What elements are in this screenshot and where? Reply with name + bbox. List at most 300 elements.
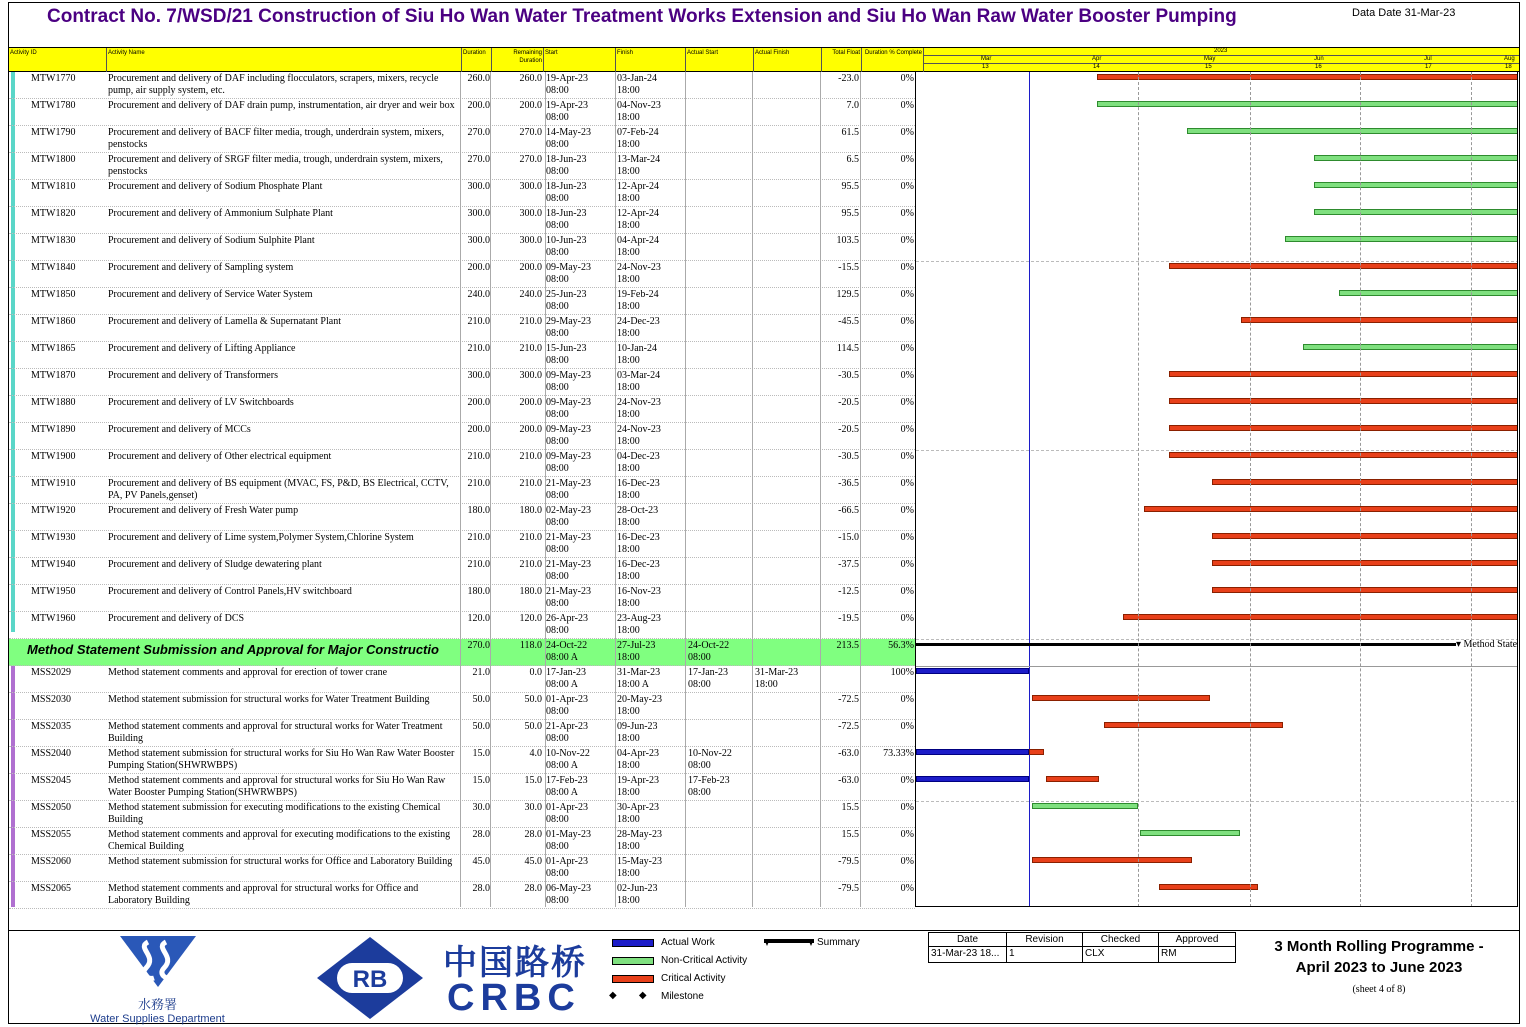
remaining-duration: 210.0 [519, 559, 542, 570]
pct-complete: 0% [900, 397, 914, 408]
finish-date: 16-Dec-23 18:00 [617, 478, 660, 501]
start-date: 10-Jun-23 08:00 [546, 235, 587, 258]
remaining-duration: 45.0 [524, 856, 542, 867]
gantt-bar-mss2029[interactable] [916, 668, 1029, 674]
summary-finish: 27-Jul-23 18:00 [617, 640, 656, 663]
duration: 300.0 [467, 208, 490, 219]
remaining-duration: 200.0 [519, 397, 542, 408]
duration: 210.0 [467, 559, 490, 570]
approval-revision-value: 1 [1009, 948, 1015, 959]
remaining-duration: 210.0 [519, 532, 542, 543]
table-row[interactable] [9, 531, 915, 558]
approval-revision-header: Revision [1007, 933, 1082, 947]
table-row[interactable] [9, 342, 915, 369]
start-date: 21-May-23 08:00 [546, 478, 591, 501]
data-date: Data Date 31-Mar-23 [1352, 7, 1456, 19]
finish-date: 03-Mar-24 18:00 [617, 370, 661, 393]
start-date: 14-May-23 08:00 [546, 127, 591, 150]
grid-row-separator [916, 639, 1518, 640]
actual-start: 10-Nov-22 08:00 [688, 748, 732, 771]
table-row[interactable] [9, 396, 915, 423]
col-actual-start[interactable]: Actual Start [686, 48, 754, 72]
table-row[interactable] [9, 72, 915, 99]
total-float: -72.5 [838, 721, 859, 732]
finish-date: 10-Jan-24 18:00 [617, 343, 657, 366]
remaining-duration: 210.0 [519, 451, 542, 462]
legend-milestone-icon: ◆ ◆ [609, 990, 647, 1001]
duration: 260.0 [467, 73, 490, 84]
remaining-duration: 300.0 [519, 181, 542, 192]
gantt-bar-mss2055[interactable] [1140, 830, 1240, 836]
total-float: -30.5 [838, 451, 859, 462]
pct-complete: 0% [900, 100, 914, 111]
finish-date: 16-Dec-23 18:00 [617, 559, 660, 582]
start-date: 21-May-23 08:00 [546, 586, 591, 609]
crbc-logo [315, 935, 595, 1023]
activity-name: Procurement and delivery of DCS [108, 613, 245, 624]
col-actual-finish[interactable]: Actual Finish [754, 48, 822, 72]
activity-id: MSS2040 [31, 748, 72, 759]
remaining-duration: 180.0 [519, 505, 542, 516]
table-row[interactable] [9, 666, 915, 693]
approval-checked-value: CLX [1085, 948, 1105, 959]
pct-complete: 0% [900, 532, 914, 543]
table-row[interactable] [9, 612, 915, 639]
total-float: -36.5 [838, 478, 859, 489]
table-row[interactable] [9, 504, 915, 531]
duration: 15.0 [472, 748, 490, 759]
timeline-month-mar: Mar [981, 56, 992, 62]
activity-name: Method statement submission for executing modifications to the existing Chemical Building [108, 802, 441, 825]
activity-name: Method statement comments and approval for executing modifications to the existing Chemical Building [108, 829, 451, 852]
gantt-bar-mtw1930[interactable] [1212, 533, 1518, 539]
gantt-bar-mss2040-1[interactable] [1029, 749, 1044, 755]
activity-id: MTW1790 [31, 127, 76, 138]
column-separator [615, 72, 616, 907]
start-date: 21-May-23 08:00 [546, 559, 591, 582]
pct-complete: 100% [890, 667, 914, 678]
duration: 45.0 [472, 856, 490, 867]
table-row[interactable] [9, 693, 915, 720]
activity-id: MTW1920 [31, 505, 76, 516]
duration: 200.0 [467, 262, 490, 273]
activity-id: MTW1940 [31, 559, 76, 570]
summary-duration: 270.0 [467, 640, 490, 651]
duration: 300.0 [467, 181, 490, 192]
remaining-duration: 300.0 [519, 370, 542, 381]
activity-id: MTW1880 [31, 397, 76, 408]
timeline-period-14: 14 [1093, 64, 1100, 70]
activity-name: Procurement and delivery of Sampling system [108, 262, 294, 273]
duration: 300.0 [467, 370, 490, 381]
finish-date: 03-Jan-24 18:00 [617, 73, 657, 96]
table-row[interactable] [9, 855, 915, 882]
gantt-bar-mss2040[interactable] [916, 749, 1029, 755]
remaining-duration: 28.0 [524, 883, 542, 894]
grid-row-separator [916, 801, 1518, 802]
remaining-duration: 270.0 [519, 154, 542, 165]
actual-start: 17-Jan-23 08:00 [688, 667, 728, 690]
remaining-duration: 200.0 [519, 424, 542, 435]
remaining-duration: 270.0 [519, 127, 542, 138]
total-float: 95.5 [841, 208, 859, 219]
gantt-summary-label: ▾ Method State [1456, 639, 1518, 650]
activity-id: MTW1770 [31, 73, 76, 84]
grid-month-line [1250, 72, 1251, 907]
pct-complete: 0% [900, 505, 914, 516]
finish-date: 04-Nov-23 18:00 [617, 100, 661, 123]
finish-date: 30-Apr-23 18:00 [617, 802, 660, 825]
activity-id: MTW1840 [31, 262, 76, 273]
activity-name: Procurement and delivery of Sodium Sulphite Plant [108, 235, 315, 246]
total-float: -63.0 [838, 775, 859, 786]
finish-date: 12-Apr-24 18:00 [617, 181, 660, 204]
activity-id: MTW1910 [31, 478, 76, 489]
gantt-bar-mss2065[interactable] [1159, 884, 1258, 890]
activity-id: MSS2045 [31, 775, 72, 786]
column-separator [545, 72, 546, 907]
col-total-float[interactable]: Total Float [822, 48, 862, 72]
gantt-bar-mss2030[interactable] [1032, 695, 1210, 701]
programme-title [1240, 936, 1518, 978]
timeline-month-jul: Jul [1424, 56, 1432, 62]
table-row[interactable] [9, 234, 915, 261]
gantt-bar-mtw1910[interactable] [1212, 479, 1518, 485]
finish-date: 28-Oct-23 18:00 [617, 505, 659, 528]
crbc-chinese-name: 中国路桥 [443, 943, 587, 983]
duration: 180.0 [467, 505, 490, 516]
table-row[interactable] [9, 261, 915, 288]
finish-date: 24-Nov-23 18:00 [617, 262, 661, 285]
wsd-logo [85, 934, 230, 1025]
gantt-bar-mtw1810[interactable] [1314, 182, 1518, 188]
total-float: -79.5 [838, 856, 859, 867]
table-row[interactable] [9, 207, 915, 234]
column-separator [685, 72, 686, 907]
activity-id: MTW1890 [31, 424, 76, 435]
col-finish[interactable]: Finish [616, 48, 686, 72]
column-separator [490, 72, 491, 907]
timeline-header [924, 48, 1519, 72]
remaining-duration: 200.0 [519, 100, 542, 111]
activity-id: MTW1930 [31, 532, 76, 543]
grid-month-line [1138, 72, 1139, 907]
table-row[interactable] [9, 747, 915, 774]
col-pct-complete[interactable]: Duration % Complete [862, 48, 924, 72]
activity-name: Procurement and delivery of LV Switchboards [108, 397, 294, 408]
timeline-period-15: 15 [1205, 64, 1212, 70]
gantt-bar-mss2060[interactable] [1032, 857, 1192, 863]
pct-complete: 0% [900, 613, 914, 624]
table-row[interactable] [9, 423, 915, 450]
pct-complete: 0% [900, 829, 914, 840]
finish-date: 24-Nov-23 18:00 [617, 424, 661, 447]
timeline-month-apr: Apr [1092, 56, 1102, 62]
activity-name: Procurement and delivery of Sodium Phosphate Plant [108, 181, 323, 192]
remaining-duration: 4.0 [529, 748, 542, 759]
remaining-duration: 30.0 [524, 802, 542, 813]
table-row[interactable] [9, 720, 915, 747]
start-date: 17-Feb-23 08:00 A [546, 775, 588, 798]
table-row[interactable] [9, 369, 915, 396]
activity-id: MSS2060 [31, 856, 72, 867]
gantt-bar-mtw1865[interactable] [1303, 344, 1518, 350]
timeline-year: 2023 [1214, 48, 1228, 54]
activity-name: Procurement and delivery of Fresh Water pump [108, 505, 299, 516]
table-row[interactable] [9, 315, 915, 342]
approval-approved-value: RM [1161, 948, 1177, 959]
total-float: -15.0 [838, 532, 859, 543]
total-float: -12.5 [838, 586, 859, 597]
legend-noncritical-swatch [612, 957, 654, 965]
gantt-bar-mtw1880[interactable] [1169, 398, 1518, 404]
activity-name: Method statement comments and approval for structural works for Siu Ho Wan Raw Water Booster Pumping Station(SHWRWBPS) [108, 775, 446, 798]
total-float: -45.5 [838, 316, 859, 327]
activity-id: MSS2055 [31, 829, 72, 840]
total-float: -19.5 [838, 613, 859, 624]
activity-id: MTW1860 [31, 316, 76, 327]
duration: 240.0 [467, 289, 490, 300]
activity-name: Procurement and delivery of Control Panels,HV switchboard [108, 586, 352, 597]
duration: 120.0 [467, 613, 490, 624]
gantt-bar-mtw1840[interactable] [1169, 263, 1518, 269]
remaining-duration: 0.0 [529, 667, 542, 678]
duration: 200.0 [467, 397, 490, 408]
table-row[interactable] [9, 126, 915, 153]
gantt-bar-mtw1940[interactable] [1212, 560, 1518, 566]
start-date: 01-May-23 08:00 [546, 829, 591, 852]
legend-actual-swatch [612, 939, 654, 947]
total-float: 15.5 [841, 829, 859, 840]
finish-date: 04-Apr-23 18:00 [617, 748, 660, 771]
summary-pct-complete: 56.3% [888, 640, 914, 651]
table-row[interactable] [9, 180, 915, 207]
activity-name: Procurement and delivery of Transformers [108, 370, 278, 381]
activity-id: MTW1960 [31, 613, 76, 624]
table-row[interactable] [9, 153, 915, 180]
start-date: 06-May-23 08:00 [546, 883, 591, 906]
timeline-period-16: 16 [1315, 64, 1322, 70]
remaining-duration: 120.0 [519, 613, 542, 624]
table-row[interactable] [9, 99, 915, 126]
table-row[interactable] [9, 288, 915, 315]
table-row[interactable] [9, 450, 915, 477]
activity-id: MSS2029 [31, 667, 72, 678]
gantt-bar-mtw1890[interactable] [1169, 425, 1518, 431]
gantt-bar-mss2045-1[interactable] [1046, 776, 1099, 782]
total-float: -79.5 [838, 883, 859, 894]
pct-complete: 0% [900, 478, 914, 489]
start-date: 09-May-23 08:00 [546, 451, 591, 474]
activity-id: MTW1950 [31, 586, 76, 597]
start-date: 18-Jun-23 08:00 [546, 208, 587, 231]
finish-date: 04-Dec-23 18:00 [617, 451, 660, 474]
gantt-bar-mtw1780[interactable] [1097, 101, 1518, 107]
finish-date: 12-Apr-24 18:00 [617, 208, 660, 231]
total-float: -66.5 [838, 505, 859, 516]
legend-critical-label: Critical Activity [661, 973, 726, 984]
col-activity-id[interactable]: Activity ID [9, 48, 107, 72]
column-separator [820, 72, 821, 907]
pct-complete: 0% [900, 586, 914, 597]
start-date: 25-Jun-23 08:00 [546, 289, 587, 312]
table-header [9, 47, 1519, 72]
finish-date: 16-Nov-23 18:00 [617, 586, 661, 609]
grid-month-line [1360, 72, 1361, 907]
duration: 50.0 [472, 721, 490, 732]
gantt-bar-mtw1960[interactable] [1123, 614, 1519, 620]
gantt-bar-mtw1830[interactable] [1285, 236, 1518, 242]
gantt-bar-mss2035[interactable] [1104, 722, 1283, 728]
gantt-bar-mtw1770[interactable] [1097, 74, 1518, 80]
activity-id: MSS2030 [31, 694, 72, 705]
start-date: 02-May-23 08:00 [546, 505, 591, 528]
finish-date: 13-Mar-24 18:00 [617, 154, 661, 177]
wsd-emblem-icon [118, 934, 198, 989]
gantt-summary-bar[interactable] [916, 643, 1456, 646]
grid-row-separator [916, 666, 1518, 667]
duration: 210.0 [467, 451, 490, 462]
remaining-duration: 50.0 [524, 694, 542, 705]
col-remaining[interactable]: Remaining Duration [492, 48, 544, 72]
gantt-bar-mss2045[interactable] [916, 776, 1029, 782]
legend-critical-swatch [612, 975, 654, 983]
total-float: -37.5 [838, 559, 859, 570]
table-row[interactable] [9, 477, 915, 504]
total-float: -20.5 [838, 397, 859, 408]
approval-box [928, 932, 1236, 963]
gantt-bar-mtw1790[interactable] [1187, 128, 1518, 134]
pct-complete: 0% [900, 208, 914, 219]
finish-date: 04-Apr-24 18:00 [617, 235, 660, 258]
col-duration[interactable]: Duration [462, 48, 492, 72]
gantt-bar-mtw1920[interactable] [1144, 506, 1518, 512]
activity-id: MTW1900 [31, 451, 76, 462]
column-separator [460, 72, 461, 907]
finish-date: 24-Nov-23 18:00 [617, 397, 661, 420]
pct-complete: 0% [900, 154, 914, 165]
duration: 15.0 [472, 775, 490, 786]
summary-actual-start: 24-Oct-22 08:00 [688, 640, 730, 663]
summary-row[interactable] [9, 639, 915, 666]
approval-date-value: 31-Mar-23 18... [931, 948, 1000, 959]
pct-complete: 0% [900, 559, 914, 570]
total-float: -63.0 [838, 748, 859, 759]
gantt-bar-mss2050[interactable] [1032, 803, 1138, 809]
activity-id: MSS2065 [31, 883, 72, 894]
gantt-chart [915, 72, 1518, 907]
gantt-bar-mtw1870[interactable] [1169, 371, 1518, 377]
duration: 30.0 [472, 802, 490, 813]
timeline-month-may: May [1204, 56, 1216, 62]
duration: 28.0 [472, 829, 490, 840]
remaining-duration: 200.0 [519, 262, 542, 273]
pct-complete: 0% [900, 289, 914, 300]
duration: 270.0 [467, 127, 490, 138]
activity-name: Procurement and delivery of Ammonium Sulphate Plant [108, 208, 333, 219]
pct-complete: 0% [900, 424, 914, 435]
finish-date: 19-Apr-23 18:00 [617, 775, 660, 798]
table-row[interactable] [9, 585, 915, 612]
activity-id: MTW1820 [31, 208, 76, 219]
start-date: 19-Apr-23 08:00 [546, 100, 589, 123]
finish-date: 23-Aug-23 18:00 [617, 613, 661, 636]
grid-month-line [1471, 72, 1472, 907]
table-row[interactable] [9, 828, 915, 855]
pct-complete: 0% [900, 370, 914, 381]
rb-text: RB [352, 966, 388, 993]
activity-id: MTW1810 [31, 181, 76, 192]
activity-id: MTW1830 [31, 235, 76, 246]
gantt-bar-mtw1900[interactable] [1169, 452, 1518, 458]
start-date: 09-May-23 08:00 [546, 424, 591, 447]
gantt-bar-mtw1800[interactable] [1314, 155, 1518, 161]
activity-id: MTW1800 [31, 154, 76, 165]
duration: 270.0 [467, 154, 490, 165]
start-date: 19-Apr-23 08:00 [546, 73, 589, 96]
finish-date: 16-Dec-23 18:00 [617, 532, 660, 555]
activity-id: MTW1780 [31, 100, 76, 111]
start-date: 10-Nov-22 08:00 A [546, 748, 590, 771]
activity-name: Procurement and delivery of Sludge dewatering plant [108, 559, 322, 570]
total-float: -30.5 [838, 370, 859, 381]
start-date: 18-Jun-23 08:00 [546, 154, 587, 177]
col-start[interactable]: Start [544, 48, 616, 72]
total-float: 114.5 [836, 343, 859, 354]
rb-diamond-icon [315, 935, 425, 1021]
activity-name: Method statement comments and approval for erection of tower crane [108, 667, 388, 678]
duration: 210.0 [467, 343, 490, 354]
wsd-english-name: Water Supplies Department [90, 1013, 225, 1025]
activity-name: Procurement and delivery of DAF including flocculators, scrapers, mixers, recycle pump, air supply system, etc. [108, 73, 439, 96]
start-date: 29-May-23 08:00 [546, 316, 591, 339]
start-date: 18-Jun-23 08:00 [546, 181, 587, 204]
pct-complete: 0% [900, 451, 914, 462]
pct-complete: 0% [900, 802, 914, 813]
start-date: 15-Jun-23 08:00 [546, 343, 587, 366]
remaining-duration: 210.0 [519, 478, 542, 489]
table-row[interactable] [9, 558, 915, 585]
remaining-duration: 15.0 [524, 775, 542, 786]
pct-complete: 0% [900, 721, 914, 732]
activity-id: MSS2035 [31, 721, 72, 732]
activity-name: Procurement and delivery of BACF filter media, trough, underdrain system, mixers, penstocks [108, 127, 445, 150]
summary-remaining: 118.0 [519, 640, 542, 651]
table-row[interactable] [9, 774, 915, 801]
col-activity-name[interactable]: Activity Name [107, 48, 462, 72]
pct-complete: 73.33% [883, 748, 914, 759]
activity-id: MTW1870 [31, 370, 76, 381]
gantt-bar-mtw1950[interactable] [1212, 587, 1518, 593]
gantt-bar-mtw1850[interactable] [1339, 290, 1518, 296]
finish-date: 09-Jun-23 18:00 [617, 721, 658, 744]
programme-title-line2: April 2023 to June 2023 [1295, 959, 1463, 976]
approval-checked-header: Checked [1083, 933, 1158, 947]
summary-start: 24-Oct-22 08:00 A [546, 640, 588, 663]
pct-complete: 0% [900, 883, 914, 894]
sheet-number: (sheet 4 of 8) [1352, 984, 1406, 995]
gantt-bar-mtw1860[interactable] [1241, 317, 1518, 323]
total-float: -23.0 [838, 73, 859, 84]
duration: 210.0 [467, 532, 490, 543]
table-row[interactable] [9, 882, 915, 909]
table-row[interactable] [9, 801, 915, 828]
start-date: 09-May-23 08:00 [546, 370, 591, 393]
gantt-bar-mtw1820[interactable] [1314, 209, 1518, 215]
total-float: 129.5 [836, 289, 859, 300]
duration: 210.0 [467, 316, 490, 327]
activity-name: Procurement and delivery of SRGF filter media, trough, underdrain system, mixers, penstocks [108, 154, 443, 177]
